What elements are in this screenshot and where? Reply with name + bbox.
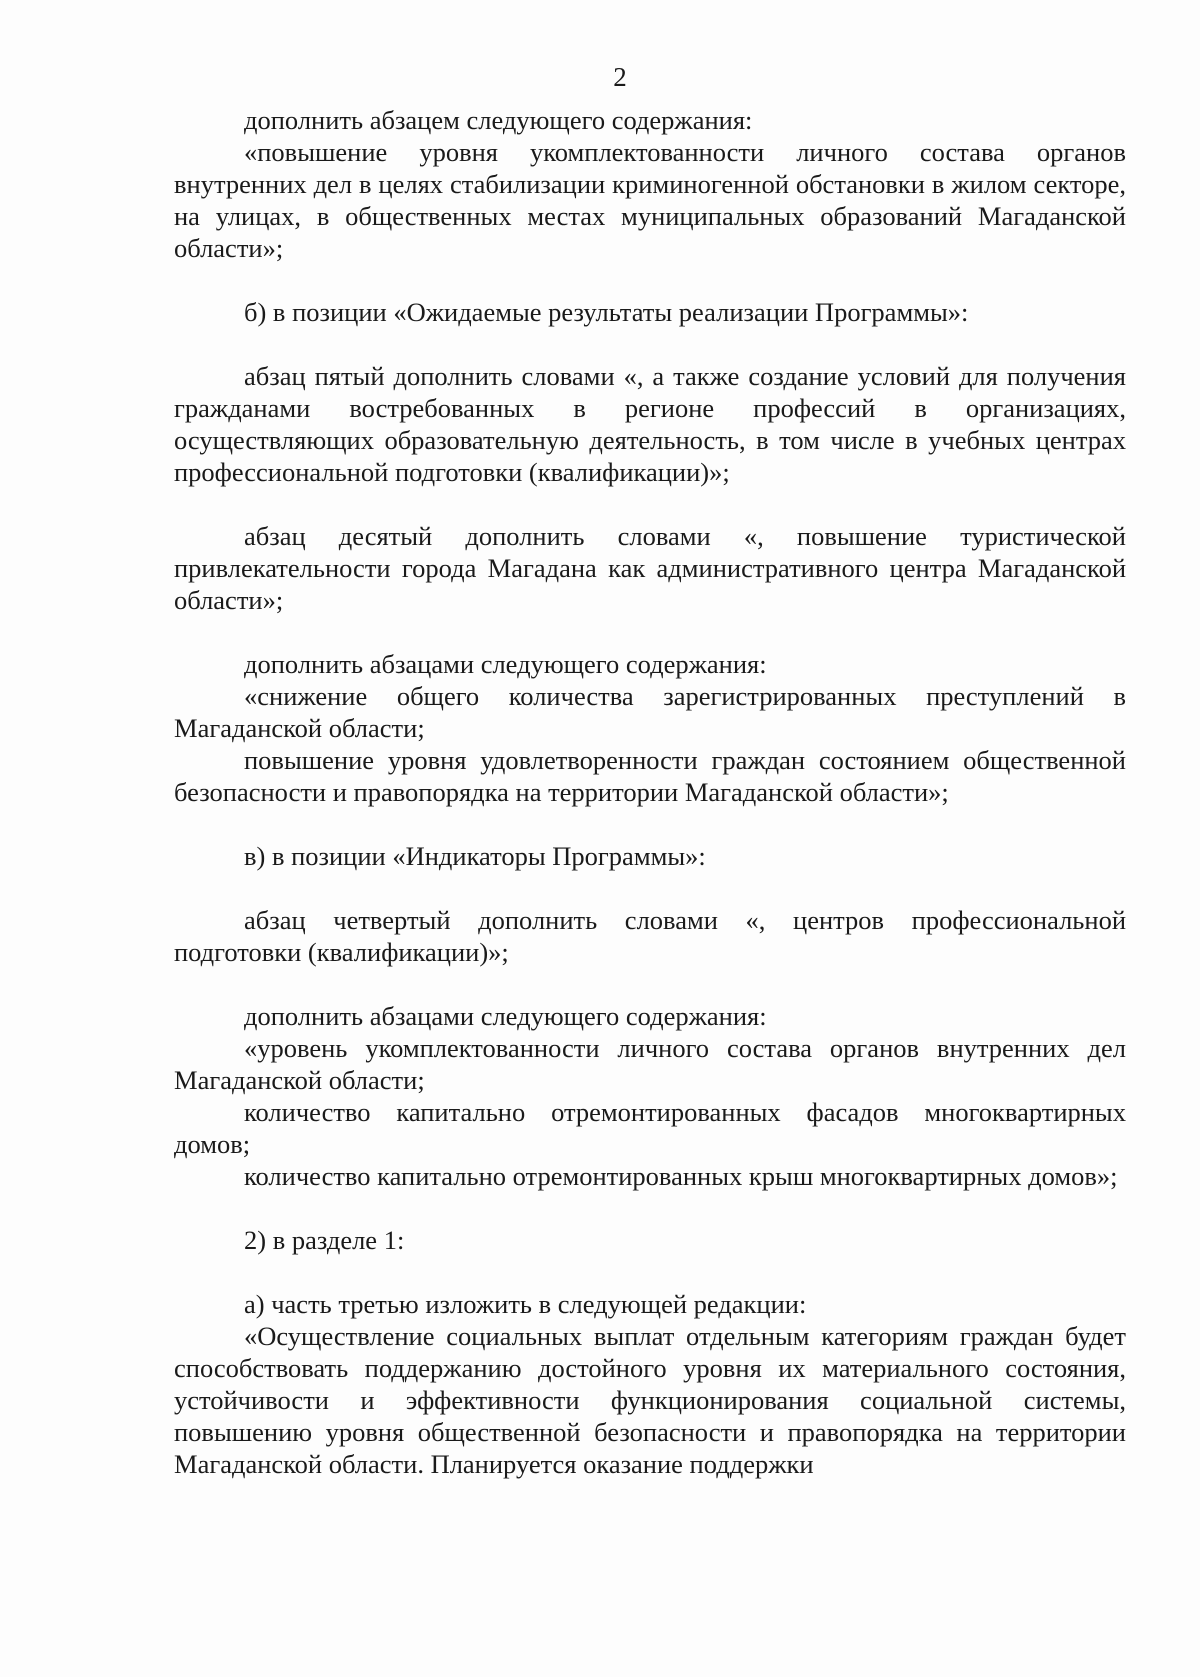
paragraph: дополнить абзацем следующего содержания: bbox=[244, 105, 753, 135]
paragraph-gap bbox=[174, 968, 1126, 1000]
paragraph-gap bbox=[174, 328, 1126, 360]
paragraph-gap bbox=[174, 872, 1126, 904]
paragraph-gap bbox=[174, 616, 1126, 648]
paragraph: абзац пятый дополнить словами «, а также создание условий для получения гражданами востребованных в регионе профессий в организациях, осуществляющих образовательную деятельность, в том числе в учебных центрах профессиональной подготовки (квалификации)»; bbox=[174, 361, 1126, 487]
paragraph: повышение уровня удовлетворенности граждан состоянием общественной безопасности и правопорядка на территории Магаданской области»; bbox=[174, 745, 1126, 807]
paragraph-gap bbox=[174, 808, 1126, 840]
paragraph: а) часть третью изложить в следующей редакции: bbox=[244, 1289, 807, 1319]
paragraph: «уровень укомплектованности личного состава органов внутренних дел Магаданской области; bbox=[174, 1033, 1126, 1095]
paragraph: «повышение уровня укомплектованности личного состава органов внутренних дел в целях стабилизации криминогенной обстановки в жилом секторе, на улицах, в общественных местах муниципальных образований Магаданской области»; bbox=[174, 137, 1126, 263]
document-body bbox=[174, 104, 1126, 1480]
paragraph-gap bbox=[174, 1192, 1126, 1224]
paragraph: 2) в разделе 1: bbox=[244, 1225, 405, 1255]
paragraph: дополнить абзацами следующего содержания: bbox=[244, 1001, 767, 1031]
paragraph-gap bbox=[174, 1256, 1126, 1288]
paragraph: дополнить абзацами следующего содержания: bbox=[244, 649, 767, 679]
paragraph-gap bbox=[174, 488, 1126, 520]
paragraph: б) в позиции «Ожидаемые результаты реализации Программы»: bbox=[244, 297, 969, 327]
paragraph: абзац четвертый дополнить словами «, центров профессиональной подготовки (квалификации)»; bbox=[174, 905, 1126, 967]
page-number: 2 bbox=[613, 62, 627, 92]
paragraph: в) в позиции «Индикаторы Программы»: bbox=[244, 841, 706, 871]
paragraph: «Осуществление социальных выплат отдельным категориям граждан будет способствовать поддержанию достойного уровня их материального состояния, устойчивости и эффективности функционирования социальной системы, повышению уровня общественной безопасности и правопорядка на территории Магаданской области. Планируется оказание поддержки bbox=[174, 1321, 1126, 1479]
paragraph-gap bbox=[174, 264, 1126, 296]
paragraph: количество капитально отремонтированных крыш многоквартирных домов»; bbox=[244, 1161, 1118, 1191]
paragraph: количество капитально отремонтированных фасадов многоквартирных домов; bbox=[174, 1097, 1126, 1159]
paragraph: абзац десятый дополнить словами «, повышение туристической привлекательности города Магадана как административного центра Магаданской области»; bbox=[174, 521, 1126, 615]
paragraph: «снижение общего количества зарегистрированных преступлений в Магаданской области; bbox=[174, 681, 1126, 743]
